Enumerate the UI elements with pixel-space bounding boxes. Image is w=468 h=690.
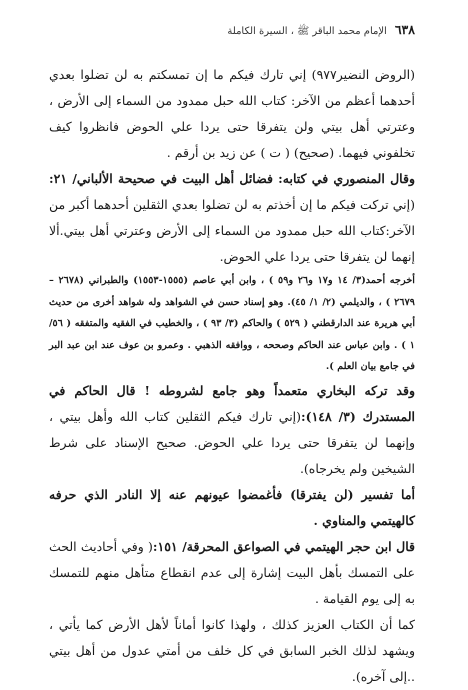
paragraph [49,534,415,612]
paragraph-text: كما أن الكتاب العزيز كذلك ، ولهذا كانوا أماناً لأهل الأرض كما يأتي ، ويشهد لذلك الخبر السابق في كل خلف من أمتي عدول من أهل بيتي ..إلى آخره). [49,616,415,684]
paragraph [49,378,415,482]
paragraph-text: (إني تركت فيكم ما إن أخذتم به لن تضلوا بعدي الثقلين أحدهما أكبر من الآخر:كتاب الله حبل ممدود من السماء إلى الأرض وعترتي أهل بيتي.ألا إنهما لن يتفرقا حتى يردا علي الحوض. [49,197,415,264]
citation-paragraph [49,270,415,378]
paragraph [49,166,415,270]
paragraph-text: أخرجه أحمد(٣/ ١٤ و١٧ و٢٦ و٥٩ ) ، وابن أبي عاصم (١٥٥٥-١٥٥٣) والطبراني (٢٦٧٨ – ٢٦٧٩ ) ، والديلمي (٢/ ١/ ٤٥). وهو إسناد حسن في الشواهد وله شواهد أخرى من حديث أبي هريرة عند الدارقطني ( ٥٢٩ ) والحاكم (٣/ ٩٣ ) ، والخطيب في الفقيه والمتفقه ( ٥٦/ ١ ) . وابن عباس عند الحاكم وصححه ، ووافقه الذهبي . وعمرو بن عوف عند ابن عبد البر في جامع بيان العلم ). [49,275,416,372]
page-number: ٦٣٨ [394,22,415,37]
paragraph-lead: وقال المنصوري في كتابه: فضائل أهل البيت في صحيحة الألباني/ ٢١: [49,171,415,186]
paragraph-text: (إني تارك فيكم الثقلين كتاب الله وأهل بيتي ، وإنهما لن يتفرقا حتى يردا علي الحوض. صحيح الإسناد على شرط الشيخين ولم يخرجاه). [49,408,415,476]
paragraph [49,62,415,166]
paragraph [49,612,415,690]
paragraph-text: ( وفي أحاديث الحث على التمسك بأهل البيت إشارة إلى عدم انقطاع متأهل منهم للتمسك به إلى يوم القيامة . [49,538,415,606]
paragraph-lead: وقد تركه البخاري متعمداً وهو جامع لشروطه ! قال الحاكم في المستدرك (٣/ ١٤٨): [49,382,415,424]
paragraph [49,482,415,534]
page-body [49,62,415,690]
paragraph-lead: قال ابن حجر الهيتمي في الصواعق المحرقة/ ١٥١: [152,538,415,554]
paragraph-text: (الروض النضير٩٧٧) إني تارك فيكم ما إن تمسكتم به لن تضلوا بعدي أحدهما أعظم من الآخر: كتاب الله حبل ممدود من السماء إلى الأرض ، وعترتي أهل بيتي ولن يتفرقا حتى يردا علي الحوض فانظروا كيف تخلفوني فيهما. (صحيح) ( ت ) عن زيد بن أرقم . [49,67,415,160]
running-header [49,20,415,40]
paragraph-lead: أما تفسير (لن يفترقا) فأغمضوا عيونهم عنه إلا النادر الذي حرفه كالهيتمي والمناوي . [49,486,415,528]
running-title: الإمام محمد الباقر ﷺ ، السيرة الكاملة [227,26,387,37]
